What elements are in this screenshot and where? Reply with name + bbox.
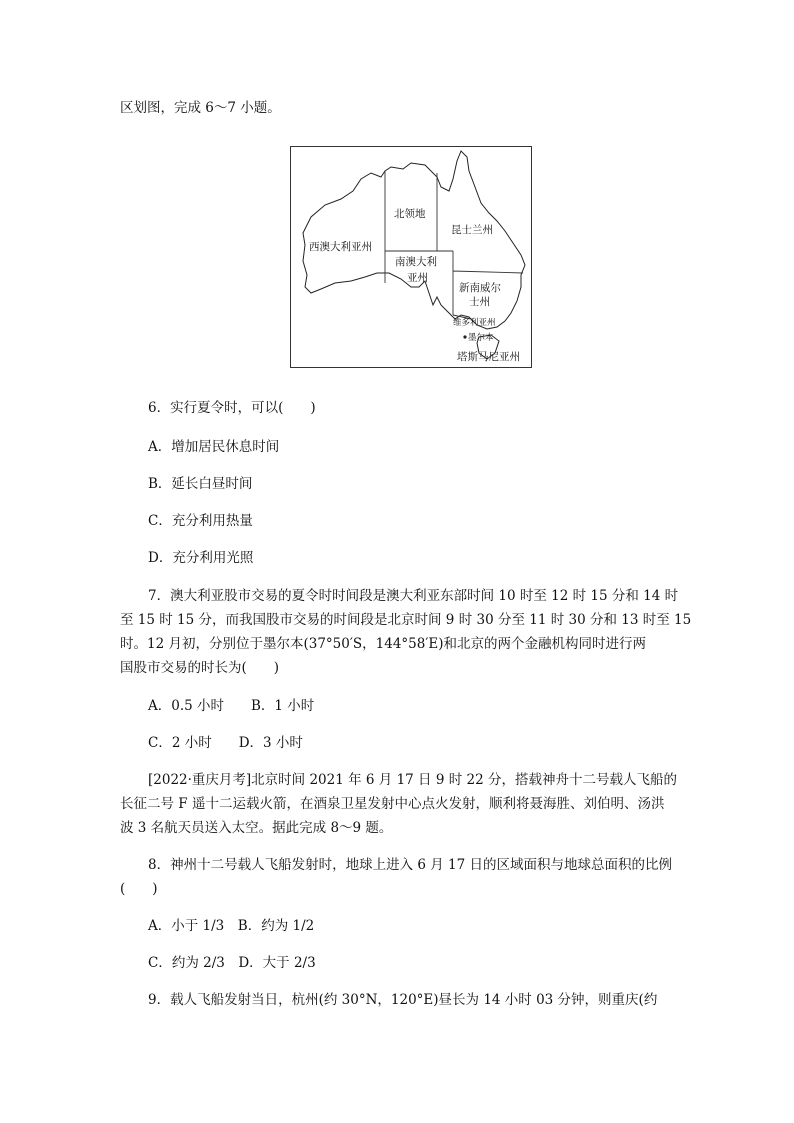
q9-line-1: 9．载人飞船发射当日，杭州(约 30°N，120°E)昼长为 14 小时 03 分钟，则重庆(约 — [148, 992, 658, 1008]
q8-options-cd: C．约为 2/3 D．大于 2/3 — [148, 955, 316, 971]
map-label-sa-1: 南澳大利 — [395, 256, 437, 268]
passage-line-1: [2022·重庆月考]北京时间 2021 年 6 月 17 日 9 时 22 分，搭载神舟十二号载人飞船的 — [148, 772, 677, 788]
map-label-melbourne: 墨尔本 — [468, 333, 494, 343]
q7-line-2: 至 15 时 15 分，而我国股市交易的时间段是北京时间 9 时 30 分至 11 时 30 分和 13 时至 15 — [120, 612, 692, 628]
q7-line-3: 时。12 月初，分别位于墨尔本(37°50′S，144°58′E)和北京的两个金融机构同时进行两 — [120, 636, 647, 652]
australia-map-drawing — [291, 147, 531, 367]
australia-coastline — [303, 151, 525, 329]
q8-line-1: 8．神州十二号载人飞船发射时，地球上进入 6 月 17 日的区域面积与地球总面积的比例 — [148, 857, 673, 873]
map-label-tas: 塔斯马尼亚州 — [457, 351, 520, 363]
state-borders — [385, 171, 523, 319]
q7-line-1: 7．澳大利亚股市交易的夏令时时间段是澳大利亚东部时间 10 时至 12 时 15 分和 14 时 — [148, 588, 679, 604]
q8-options-ab: A．小于 1/3 B．约为 1/2 — [148, 918, 315, 934]
passage-line-3: 波 3 名航天员送入太空。据此完成 8～9 题。 — [120, 820, 393, 836]
q7-options-cd: C．2 小时 D．3 小时 — [148, 735, 303, 751]
map-label-nsw-2: 士州 — [469, 296, 490, 308]
q7-options-ab: A．0.5 小时 B．1 小时 — [148, 698, 315, 714]
melbourne-dot — [463, 335, 466, 338]
map-label-nt: 北领地 — [394, 208, 426, 220]
intro-text: 区划图，完成 6～7 小题。 — [120, 100, 281, 116]
q6-option-c: C．充分利用热量 — [148, 513, 253, 529]
map-label-wa: 西澳大利亚州 — [309, 241, 372, 253]
q6-option-b: B．延长白昼时间 — [148, 476, 253, 492]
q8-line-2: ( ) — [120, 881, 158, 897]
passage-line-2: 长征二号 F 遥十二运载火箭，在酒泉卫星发射中心点火发射，顺利将聂海胜、刘伯明、汤洪 — [120, 796, 665, 812]
map-label-vic: 维多利亚州 — [453, 318, 496, 328]
q6-option-a: A．增加居民休息时间 — [148, 439, 280, 455]
q6-option-d: D．充分利用光照 — [148, 550, 254, 566]
q6-stem: 6．实行夏令时，可以( ) — [148, 400, 316, 416]
map-label-nsw-1: 新南威尔 — [459, 282, 501, 294]
map-label-sa-2: 亚州 — [407, 272, 428, 284]
q7-line-4: 国股市交易的时长为( ) — [120, 660, 280, 676]
map-label-qld: 昆士兰州 — [451, 224, 493, 236]
australia-map — [290, 146, 532, 368]
